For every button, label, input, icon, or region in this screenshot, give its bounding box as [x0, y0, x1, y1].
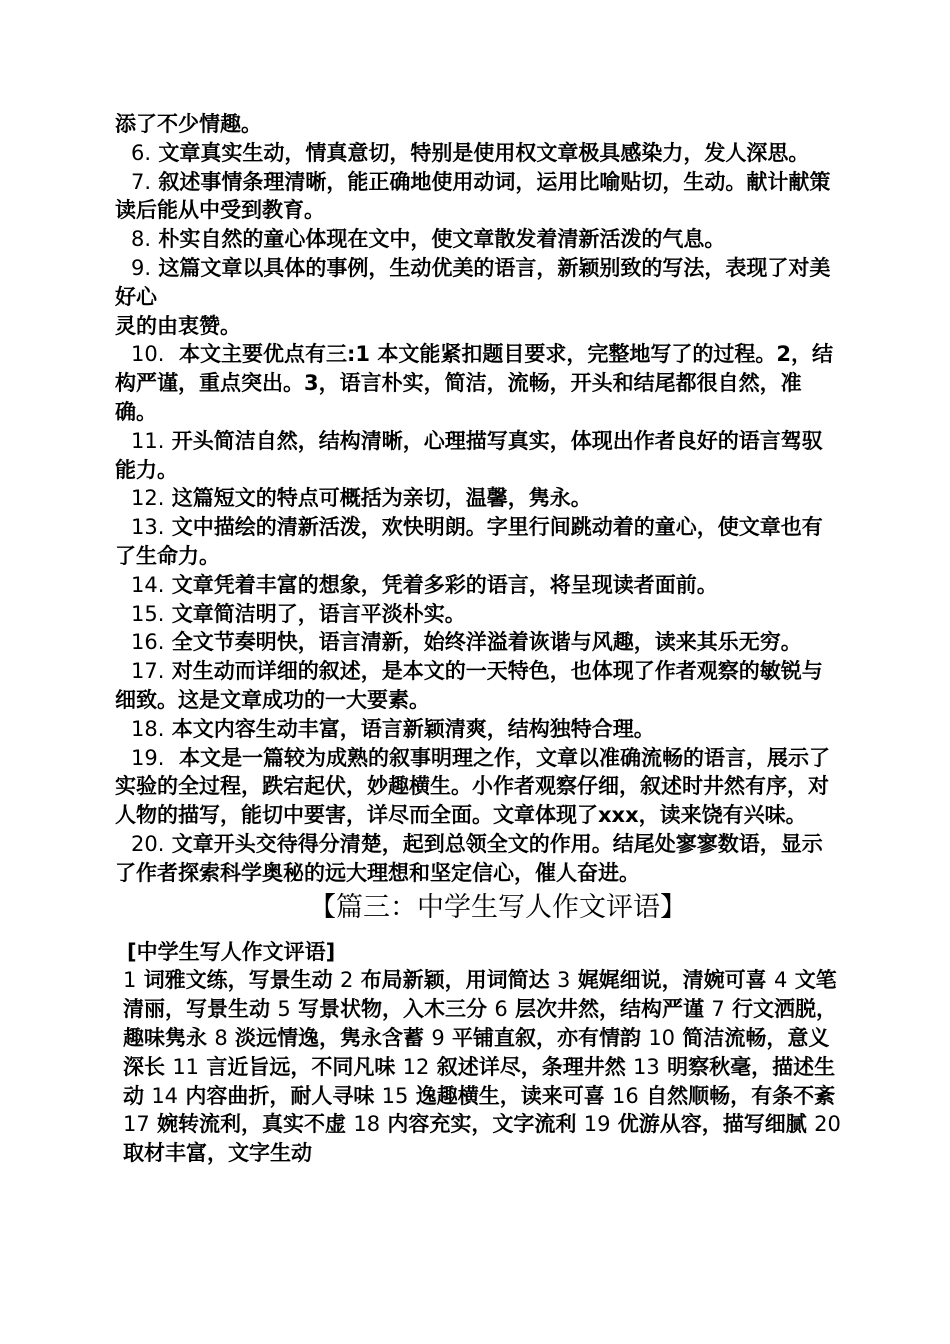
- short-comment-number: 14: [151, 1083, 179, 1108]
- short-comment-number: 11: [172, 1054, 200, 1079]
- section-2-comments: [115, 110, 841, 888]
- short-comment-number: 4: [774, 968, 788, 993]
- comment-number: 6.: [131, 140, 152, 165]
- comment-text: 这篇短文的特点可概括为亲切，温馨，隽永。: [171, 486, 592, 511]
- comment-line-16: [115, 628, 841, 657]
- short-comment-text: 层次井然，结构严谨: [515, 997, 704, 1022]
- short-comment-number: 15: [381, 1083, 409, 1108]
- comment-text: 文章开头交待得分清楚，起到总领全文的作用。结尾处寥寥数语，显示了作者探索科学奥秘的远大理想和坚定信心，催人奋进。: [115, 831, 823, 885]
- short-comment-text: 取材丰富，文字生动: [123, 1141, 312, 1166]
- comment-line-13: [115, 513, 841, 571]
- short-comment-number: 8: [214, 1025, 228, 1050]
- comment-number: 14.: [131, 572, 165, 597]
- comment-number: 12.: [131, 486, 165, 511]
- short-comment-number: 9: [431, 1025, 445, 1050]
- comment-number: 9.: [131, 255, 152, 280]
- comment-number: 7.: [131, 169, 152, 194]
- comment-number: 10.: [131, 342, 165, 367]
- short-comment-number: 2: [340, 968, 354, 993]
- short-comment-number: 13: [633, 1054, 660, 1079]
- comment-text: 文章真实生动，情真意切，特别是使用权文章极具感染力，发人深思。: [158, 140, 810, 165]
- short-comment-number: 1: [123, 968, 137, 993]
- comment-number: 18.: [131, 716, 165, 741]
- short-comment-text: 自然顺畅，有条不紊: [646, 1083, 836, 1108]
- comment-text: 文章简洁明了，语言平淡朴实。: [171, 601, 466, 626]
- comment-line-6: [115, 139, 841, 168]
- comment-line-14: [115, 571, 841, 600]
- comment-text: 灵的由衷赞。: [115, 313, 241, 338]
- short-comment-text: 逸趣横生，读来可喜: [415, 1083, 605, 1108]
- comment-line-10: [115, 340, 841, 426]
- short-comment-number: 12: [402, 1054, 430, 1079]
- comment-text: 对生动而详细的叙述，是本文的一天特色，也体现了作者观察的敏锐与细致。这是文章成功的一大要素。: [115, 659, 823, 712]
- section-3-heading: 【篇三：中学生写人作文评语】: [309, 891, 687, 923]
- comment-line-12: [115, 484, 841, 513]
- comment-text: 开头简洁自然，结构清晰，心理描写真实，体现出作者良好的语言驾驭能力。: [115, 428, 823, 482]
- comment-number: 15.: [131, 601, 165, 626]
- short-comment-number: 3: [557, 968, 571, 993]
- short-comment-text: 优游从容，描写细腻: [617, 1112, 807, 1137]
- comment-number: 17.: [131, 659, 165, 684]
- comment-line-8: [115, 225, 841, 254]
- comment-text: 本文内容生动丰富，语言新颖清爽，结构独特合理。: [171, 716, 655, 741]
- short-comment-number: 7: [711, 997, 725, 1022]
- comment-line-15: [115, 600, 841, 629]
- short-comment-text: 淡远情逸，隽永含蓄: [235, 1025, 424, 1050]
- comment-line-17: [115, 657, 841, 715]
- short-comment-number: 10: [648, 1025, 676, 1050]
- comment-line-9: [115, 254, 841, 312]
- short-comment-number: 17: [123, 1112, 150, 1137]
- short-comment-text: 明察秋毫，描述生动: [123, 1054, 836, 1108]
- section-3-sub-heading: [中学生写人作文评语]: [127, 939, 336, 964]
- short-comment-text: 简洁流畅，意义深长: [123, 1025, 830, 1079]
- short-comment-text: 词雅文练，写景生动: [143, 968, 333, 993]
- short-comment-text: 娓娓细说，清婉可喜: [577, 968, 767, 993]
- short-comment-number: 5: [277, 997, 291, 1022]
- comment-text: 叙述事情条理清晰，能正确地使用动词，运用比喻贴切，生动。献计献策读后能从中受到教育。: [115, 169, 831, 223]
- comment-number: 8.: [131, 227, 152, 252]
- short-comment-text: 婉转流利，真实不虚: [157, 1112, 347, 1137]
- comment-line-19: [115, 744, 841, 830]
- short-comment-number: 16: [612, 1083, 639, 1108]
- comment-number: 13.: [131, 515, 165, 540]
- comment-text: 本文主要优点有三:1 本文能紧扣题目要求，完整地写了的过程。2，结构严谨，重点突出。3，语言朴实，简洁，流畅，开头和结尾都很自然，准确。: [115, 342, 833, 424]
- short-comments-list: [115, 966, 841, 1168]
- comment-number: 20.: [131, 831, 165, 856]
- comment-line-11: [115, 427, 841, 485]
- comment-number: 11.: [131, 428, 165, 453]
- comment-line-9-cont: [115, 312, 841, 341]
- comment-line-0: [115, 110, 841, 139]
- comment-line-7: [115, 168, 841, 226]
- comment-text: 全文节奏明快，语言清新，始终洋溢着诙谐与风趣，读来其乐无穷。: [171, 630, 802, 655]
- short-comment-text: 平铺直叙，亦有情韵: [452, 1025, 641, 1050]
- comment-text: 文章凭着丰富的想象，凭着多彩的语言，将呈现读者面前。: [171, 572, 718, 597]
- comment-text: 本文是一篇较为成熟的叙事明理之作，文章以准确流畅的语言，展示了实验的全过程，跌宕起伏，妙趣横生。小作者观察仔细，叙述时井然有序，对人物的描写，能切中要害，详尽而全面。文章体现了xxx，读来饶有兴味。: [115, 745, 831, 828]
- comment-text: 这篇文章以具体的事例，生动优美的语言，新颖别致的写法，表现了对美好心: [115, 255, 831, 309]
- comment-number: 19.: [131, 745, 165, 770]
- comment-line-18: [115, 715, 841, 744]
- comment-text: 朴实自然的童心体现在文中，使文章散发着清新活泼的气息。: [158, 227, 726, 252]
- short-comment-text: 行文洒脱，趣味隽永: [123, 997, 837, 1050]
- short-comment-text: 写景状物，入木三分: [298, 997, 487, 1022]
- comment-line-20: [115, 830, 841, 888]
- short-comment-text: 内容曲折，耐人寻味: [185, 1083, 375, 1108]
- short-comment-number: 18: [353, 1112, 381, 1137]
- comment-text: 文中描绘的清新活泼，欢快明朗。字里行间跳动着的童心，使文章也有了生命力。: [115, 515, 823, 568]
- short-comment-text: 布局新颖，用词简达: [360, 968, 550, 993]
- short-comment-number: 20: [814, 1112, 841, 1137]
- short-comment-text: 内容充实，文字流利: [387, 1112, 577, 1137]
- comment-number: 16.: [131, 630, 165, 655]
- short-comment-text: 文笔清丽，写景生动: [123, 968, 837, 1022]
- short-comment-text: 叙述详尽，条理井然: [436, 1054, 626, 1079]
- short-comment-number: 6: [494, 997, 508, 1022]
- short-comment-number: 19: [583, 1112, 611, 1137]
- document-page: [115, 110, 841, 1168]
- comment-text: 添了不少情趣。: [115, 112, 262, 136]
- short-comment-text: 言近旨远，不同凡味: [206, 1054, 396, 1079]
